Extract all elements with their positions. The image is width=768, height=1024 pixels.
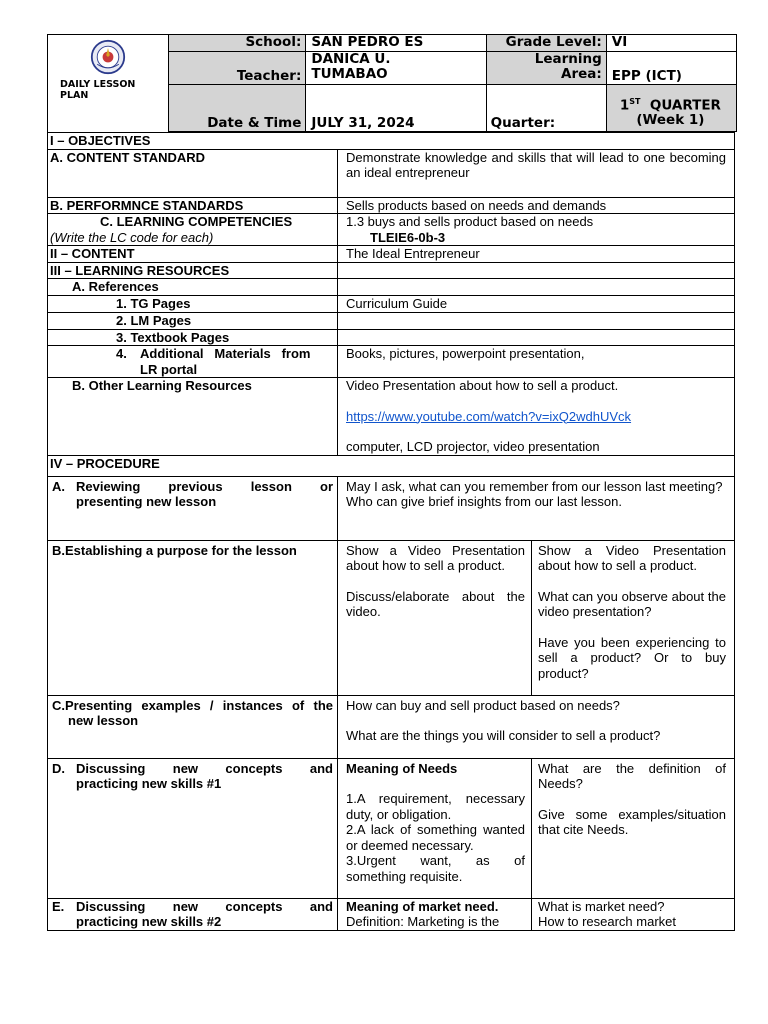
quarter-value xyxy=(606,85,736,132)
logo-cell xyxy=(48,35,169,132)
additional-materials-num: 4. xyxy=(116,346,127,361)
content-standard-label: A. CONTENT STANDARD xyxy=(48,149,338,197)
date-time-label: Date & Time xyxy=(169,85,306,132)
procedure-d-middle xyxy=(338,758,532,898)
quarter-week: (Week 1) xyxy=(636,112,705,129)
procedure-e-mid-title: Meaning of market need. xyxy=(346,898,499,914)
other-resources-text2: computer, LCD projector, video presentation xyxy=(346,439,600,454)
teacher-value-line1: DANICA U. xyxy=(311,51,391,67)
procedure-e-text: Discussing new concepts and practicing new skills #2 xyxy=(76,898,337,929)
grade-level-value: VI xyxy=(606,35,736,52)
header-table xyxy=(47,34,737,132)
textbook-pages-label: 3. Textbook Pages xyxy=(48,329,338,346)
other-resources-label: B. Other Learning Resources xyxy=(48,378,338,456)
procedure-a-text: Reviewing previous lesson or presenting new lesson xyxy=(76,478,337,509)
procedure-e-right1: What is market need? xyxy=(538,898,665,914)
tg-pages-value: Curriculum Guide xyxy=(338,295,735,312)
procedure-b-middle xyxy=(338,540,532,695)
teacher-label: Teacher: xyxy=(169,52,306,85)
learning-area-label xyxy=(486,52,606,85)
additional-materials-line1: Additional Materials from xyxy=(140,346,311,361)
learning-competencies-note: (Write the LC code for each) xyxy=(50,229,214,245)
content-standard-value: Demonstrate knowledge and skills that will lead to one becoming an ideal entrepreneur xyxy=(338,149,735,197)
learning-area-label-line1: Learning xyxy=(534,51,602,67)
procedure-d-label xyxy=(48,758,338,898)
lm-pages-label: 2. LM Pages xyxy=(48,312,338,329)
procedure-a-letter: A. xyxy=(52,478,65,494)
procedure-c-value xyxy=(338,695,735,758)
performance-standards-label: B. PERFORMNCE STANDARDS xyxy=(48,197,338,214)
procedure-d-mid2: 2.A lack of something wanted or deemed necessary. xyxy=(346,822,525,853)
procedure-d-mid-title: Meaning of Needs xyxy=(346,760,458,776)
procedure-a-label xyxy=(48,476,338,540)
teacher-value-line2: TUMABAO xyxy=(311,66,388,82)
learning-competencies-label xyxy=(48,214,338,246)
other-resources-text1: Video Presentation about how to sell a product. xyxy=(346,378,619,393)
learning-area-label-line2: Area: xyxy=(561,66,602,82)
procedure-b-right xyxy=(532,540,735,695)
procedure-c-label xyxy=(48,695,338,758)
procedure-b-right2: What can you observe about the video presentation? xyxy=(538,588,726,619)
school-value: SAN PEDRO ES xyxy=(306,35,486,52)
tg-pages-label: 1. TG Pages xyxy=(48,295,338,312)
procedure-a-value xyxy=(338,476,735,540)
textbook-pages-value xyxy=(338,329,735,346)
school-label: School: xyxy=(169,35,306,52)
references-label: A. References xyxy=(48,279,338,296)
competencies-code: TLEIE6-0b-3 xyxy=(370,229,446,245)
procedure-c-value1: How can buy and sell product based on needs? xyxy=(346,697,620,713)
procedure-heading: IV – PROCEDURE xyxy=(48,455,735,476)
objectives-heading: I – OBJECTIVES xyxy=(48,133,735,150)
procedure-e-right xyxy=(532,898,735,930)
procedure-d-right1: What are the definition of Needs? xyxy=(538,760,726,791)
procedure-b-right3: Have you been experiencing to sell a product? Or to buy product? xyxy=(538,634,726,681)
competencies-text: 1.3 buys and sells product based on needs xyxy=(346,214,594,229)
quarter-word: QUARTER xyxy=(649,97,721,114)
additional-materials-line2: LR portal xyxy=(140,361,198,377)
other-resources-value xyxy=(338,378,735,456)
youtube-video-link[interactable]: https://www.youtube.com/watch?v=ixQ2wdhUVck xyxy=(346,408,632,424)
procedure-e-label xyxy=(48,898,338,930)
procedure-a-value2: Who can give brief insights from our last lesson. xyxy=(346,494,623,509)
quarter-sup: ST xyxy=(629,96,641,106)
quarter-number: 1 xyxy=(619,97,630,114)
procedure-d-letter: D. xyxy=(52,760,65,776)
additional-materials-label xyxy=(48,346,338,378)
procedure-d-mid1: 1.A requirement, necessary duty, or obligation. xyxy=(346,791,525,822)
procedure-d-right2: Give some examples/situation that cite Needs. xyxy=(538,806,726,837)
learning-resources-label: III – LEARNING RESOURCES xyxy=(48,262,338,279)
quarter-label: Quarter: xyxy=(486,85,606,132)
additional-materials-value: Books, pictures, powerpoint presentation, xyxy=(338,346,735,378)
procedure-d-right xyxy=(532,758,735,898)
references-value xyxy=(338,279,735,296)
procedure-b-label: B.Establishing a purpose for the lesson xyxy=(48,540,338,695)
procedure-b-right1: Show a Video Presentation about how to sell a product. xyxy=(538,542,726,573)
procedure-d-text: Discussing new concepts and practicing new skills #1 xyxy=(76,760,337,791)
procedure-b-mid1: Show a Video Presentation about how to sell a product. xyxy=(346,542,525,573)
procedure-c-value2: What are the things you will consider to sell a product? xyxy=(346,728,661,743)
content-label: II – CONTENT xyxy=(48,246,338,263)
procedure-e-letter: E. xyxy=(52,898,65,914)
procedure-a-value1: May I ask, what can you remember from our lesson last meeting? xyxy=(346,478,723,494)
procedure-e-right2: How to research market xyxy=(538,914,676,929)
grade-level-label: Grade Level: xyxy=(486,35,606,52)
content-value: The Ideal Entrepreneur xyxy=(338,246,735,263)
procedure-b-mid2: Discuss/elaborate about the video. xyxy=(346,588,525,619)
deped-seal-icon xyxy=(90,39,126,75)
procedure-e-middle xyxy=(338,898,532,930)
performance-standards-value: Sells products based on needs and demands xyxy=(338,197,735,214)
date-time-value: JULY 31, 2024 xyxy=(306,85,486,132)
procedure-e-mid1: Definition: Marketing is the xyxy=(346,914,500,929)
learning-competencies-value xyxy=(338,214,735,246)
learning-competencies-title: C. LEARNING COMPETENCIES xyxy=(100,214,293,229)
lm-pages-value xyxy=(338,312,735,329)
lesson-table xyxy=(47,132,735,931)
procedure-d-mid3: 3.Urgent want, as of something requisite. xyxy=(346,853,525,884)
procedure-c-text: C.Presenting examples / instances of the new lesson xyxy=(52,697,333,728)
daily-lesson-plan-label: DAILY LESSON PLAN xyxy=(60,79,136,101)
learning-area-value: EPP (ICT) xyxy=(606,52,736,85)
teacher-value xyxy=(306,52,486,85)
learning-resources-value xyxy=(338,262,735,279)
